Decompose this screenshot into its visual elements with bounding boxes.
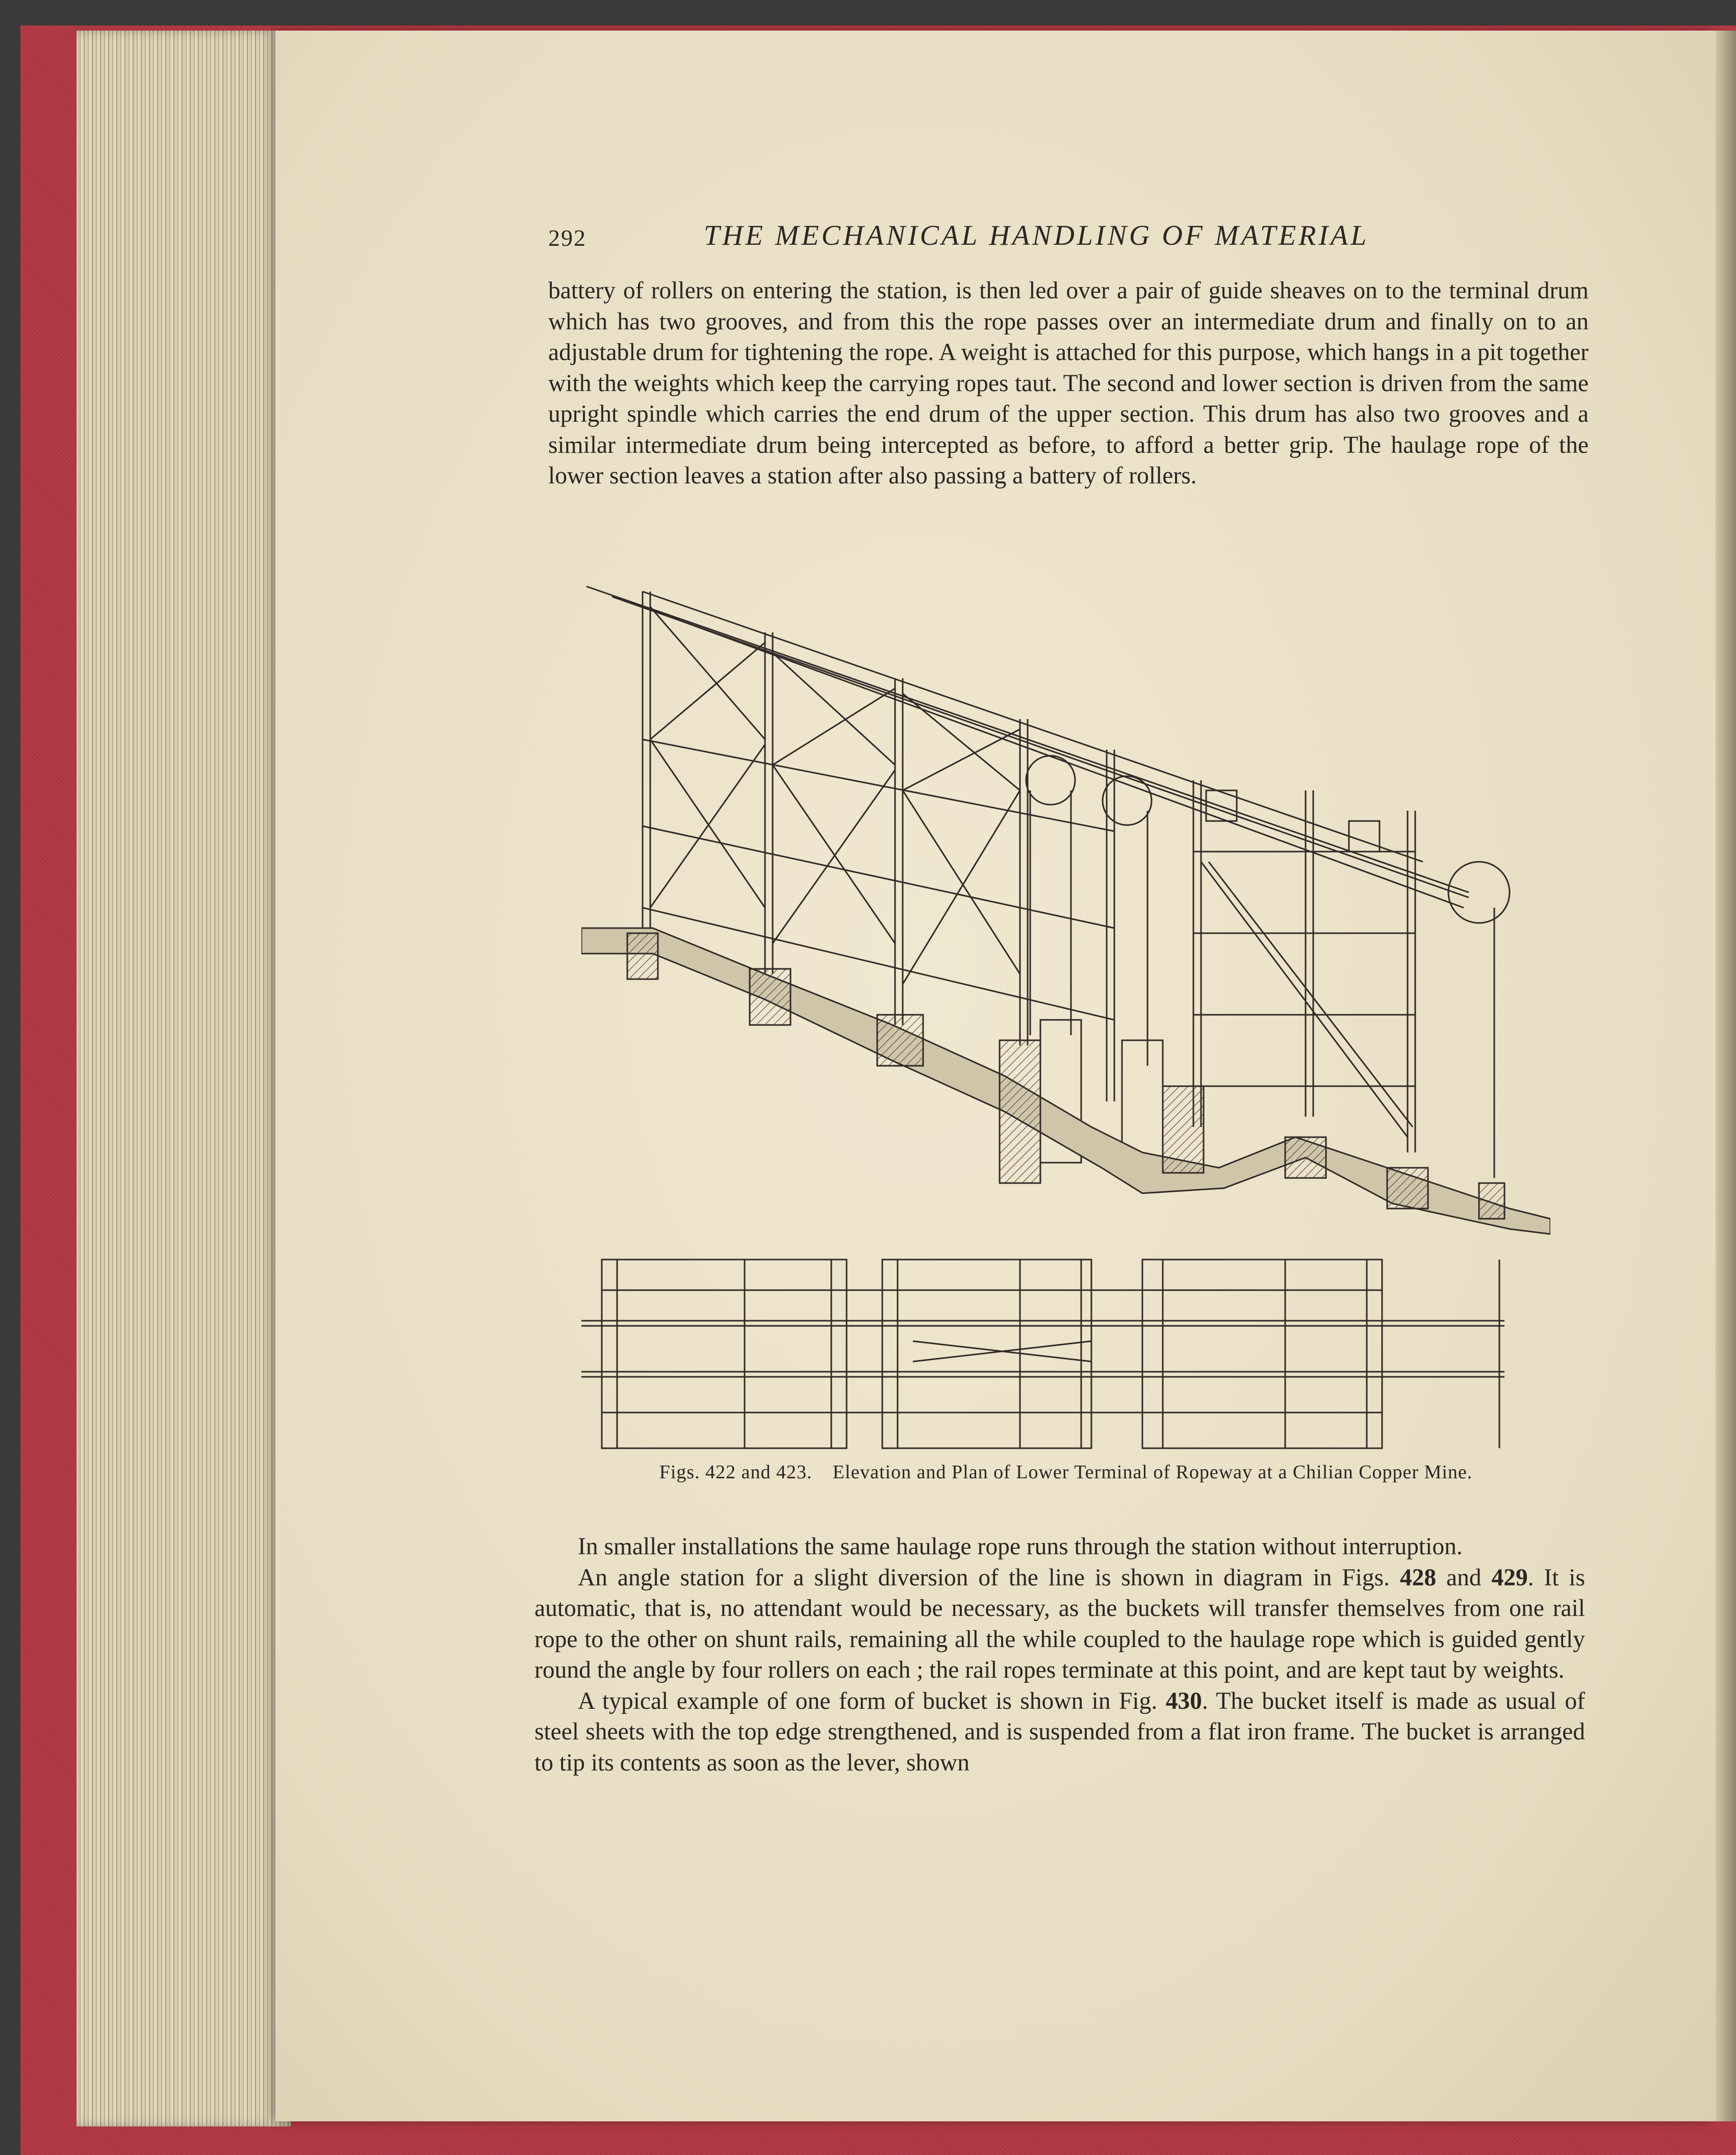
bucket-text-a: A typical example of one form of bucket is shown in Fig. — [578, 1687, 1166, 1714]
elevation-drawing — [586, 586, 1510, 1178]
fig-ref-429: 429 — [1491, 1564, 1528, 1591]
paragraph-top — [548, 275, 1589, 492]
paragraph-angle-station — [534, 1562, 1585, 1686]
running-head-title: THE MECHANICAL HANDLING OF MATERIAL — [704, 220, 1369, 251]
fig-ref-430: 430 — [1165, 1687, 1202, 1714]
figure-caption — [586, 1459, 1545, 1485]
running-head — [548, 219, 1438, 265]
figure-caption-label: Figs. 422 and 423. — [659, 1461, 812, 1483]
plan-drawing — [581, 1260, 1504, 1448]
angle-text-and: and — [1436, 1564, 1492, 1591]
page-number: 292 — [548, 225, 586, 251]
fig-ref-428: 428 — [1399, 1564, 1437, 1591]
lower-text-block — [534, 1531, 1585, 1778]
figure-caption-text: Elevation and Plan of Lower Terminal of Ropeway at a Chilian Copper Mine. — [832, 1461, 1473, 1483]
angle-text-b: . It is automatic, that is, no attendant would be necessary, as the buckets will transfer themselves from one rail rope to the other on shunt rails, remaining all the while coupled to the haulage rope which is guided gently round the angle by four rollers on each ; the rail ropes terminate at this point, and are kept taut by weights. — [534, 1564, 1585, 1683]
page-edges — [76, 31, 291, 2126]
paragraph-top-text: battery of rollers on entering the station, is then led over a pair of guide sheaves on to the terminal drum which has two grooves, and from this the rope passes over an intermediate drum and finally on to an adjustable drum for tightening the rope. A weight is attached for this purpose, which hangs in a pit together with the weights which keep the carrying ropes taut. The second and lower section is driven from the same upright spindle which carries the end drum of the upper section. This drum has also two grooves and a similar intermediate drum being intercepted as before, to afford a better grip. The haulage rope of the lower section leaves a station after also passing a battery of rollers. — [548, 277, 1589, 489]
elevation-plan-drawing — [581, 576, 1550, 1453]
paragraph-bucket — [534, 1686, 1585, 1779]
bucket-text-b: . The bucket itself is made as usual of steel sheets with the top edge strengthened, and is suspended from a flat iron frame. The bucket is arranged to tip its contents as soon as the lever, shown — [534, 1687, 1586, 1776]
figure-422-423 — [581, 576, 1550, 1453]
angle-text-a: An angle station for a slight diversion of the line is shown in diagram in Figs. — [578, 1564, 1400, 1591]
paragraph-smaller-installations: In smaller installations the same haulage rope runs through the station without interruption. — [578, 1533, 1463, 1560]
page-right-edge — [1716, 31, 1736, 2121]
